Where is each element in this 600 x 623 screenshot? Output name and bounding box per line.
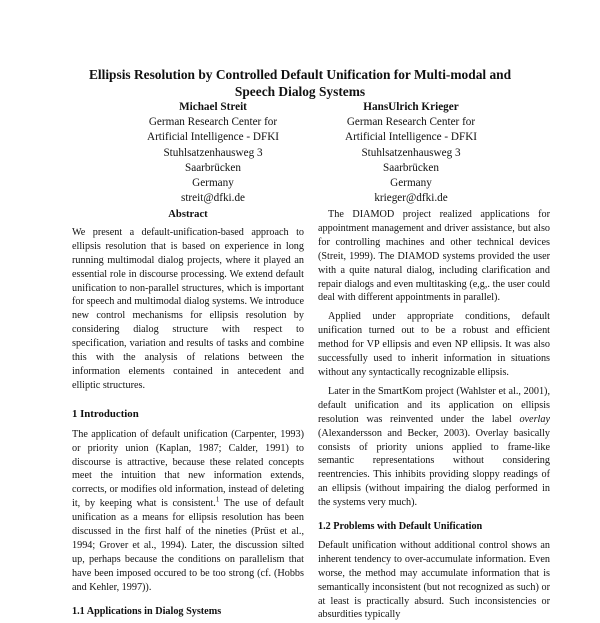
intro-text-a: The application of default unification (Carpenter, 1993) or priority union (Kaplan, 1987; Calder, 1991) to discourse is attractive, because these related concepts meet the intuition that new information extends, corrects, or modifies old information, instead of deleting it, by keeping what is consistent. (72, 428, 304, 510)
author-city: Saarbrücken (383, 161, 439, 174)
intro-paragraph (72, 428, 304, 595)
author-email: krieger@dfki.de (374, 192, 448, 205)
diamod-paragraph: The DIAMOD project realized applications for appointment management and driver assistance, but also for controlling machines and other technical devices (Streit, 1999). The DIAMOD systems provided the user with a quite natural dialog, including clarification and repair dialogs and even multitasking (e,g,. the user could deal with different appointments in parallel). (318, 209, 550, 304)
footnote-marker: 1 (215, 495, 220, 504)
default-unification-paragraph: Applied under appropriate conditions, default unification turned out to be a robust and efficient method for VP ellipsis and even NP ellipsis. It was also successfully used to inherit information in situations without any syntactically recognizable ellipsis. (318, 311, 550, 378)
author-block-2 (306, 100, 516, 206)
author-affiliation: Artificial Intelligence - DFKI (146, 131, 280, 144)
author-country: Germany (390, 177, 432, 190)
left-column (72, 208, 304, 623)
smartkom-text-a: Later in the SmartKom project (Wahlster et al., 2001), default unification and its application on ellipsis resolution was reinvented under the label (318, 385, 550, 425)
right-column (318, 208, 550, 622)
smartkom-text-b: (Alexandersson and Becker, 2003). Overlay basically consists of priority unions applied to frame-like semantic representations without considering reentrencies. This inhibits providing sloppy readings of an ellipsis (without impairing the dialog performed in the systems very much). (318, 427, 550, 509)
abstract-text: We present a default-unification-based approach to ellipsis resolution that is based on experience in long running multimodal dialog projects, where it played an essential role in discourse processing. We extend default unification to non-parallel structures, which is important for speech and multimodal dialog systems. We introduce new control mechanisms for ellipsis resolution by considering dialog structure with respect to specification, variation and results of tasks and combine this with the analysis of relations between the information elements contained in antecedent and elliptic structures. (72, 226, 304, 391)
overlay-term: overlay (519, 413, 550, 425)
author-block-1 (108, 100, 318, 206)
problems-paragraph: Default unification without additional control shows an inherent tendency to over-accumulate information. Even worse, the method may accumulate information that is semantically inconsistent (but not recognized as such) or at least is practically absurd. Such inconsistencies or absurdities typically (318, 539, 550, 621)
author-affiliation: German Research Center for (346, 116, 476, 129)
abstract-heading: Abstract (168, 209, 208, 220)
author-city: Saarbrücken (185, 161, 241, 174)
author-affiliation: German Research Center for (148, 116, 278, 129)
author-name: Michael Streit (179, 101, 247, 113)
section-1-2-heading: 1.2 Problems with Default Unification (318, 521, 483, 533)
section-1-1-heading: 1.1 Applications in Dialog Systems (72, 605, 222, 617)
smartkom-paragraph (318, 385, 550, 510)
paper-title (60, 66, 540, 100)
author-name: HansUlrich Krieger (363, 101, 459, 113)
author-street: Stuhlsatzenhausweg 3 (163, 146, 263, 159)
author-affiliation: Artificial Intelligence - DFKI (344, 131, 478, 144)
title-line-1: Ellipsis Resolution by Controlled Default Unification for Multi-modal and (88, 67, 512, 82)
author-country: Germany (192, 177, 234, 190)
title-line-2: Speech Dialog Systems (234, 84, 366, 99)
author-email: streit@dfki.de (180, 192, 246, 205)
intro-text-b: The use of default unification as a means for ellipsis resolution has been discussed in the first half of the nineties (Prüst et al., 1994; Grover et al., 1994). Later, the discussion silted up, perhaps because the conditions on parallelism that have been imposed occured to be too strong (cf. (Hobbs and Kehler, 1997)). (72, 498, 304, 593)
author-street: Stuhlsatzenhausweg 3 (361, 146, 461, 159)
section-1-heading: 1 Introduction (72, 407, 139, 420)
